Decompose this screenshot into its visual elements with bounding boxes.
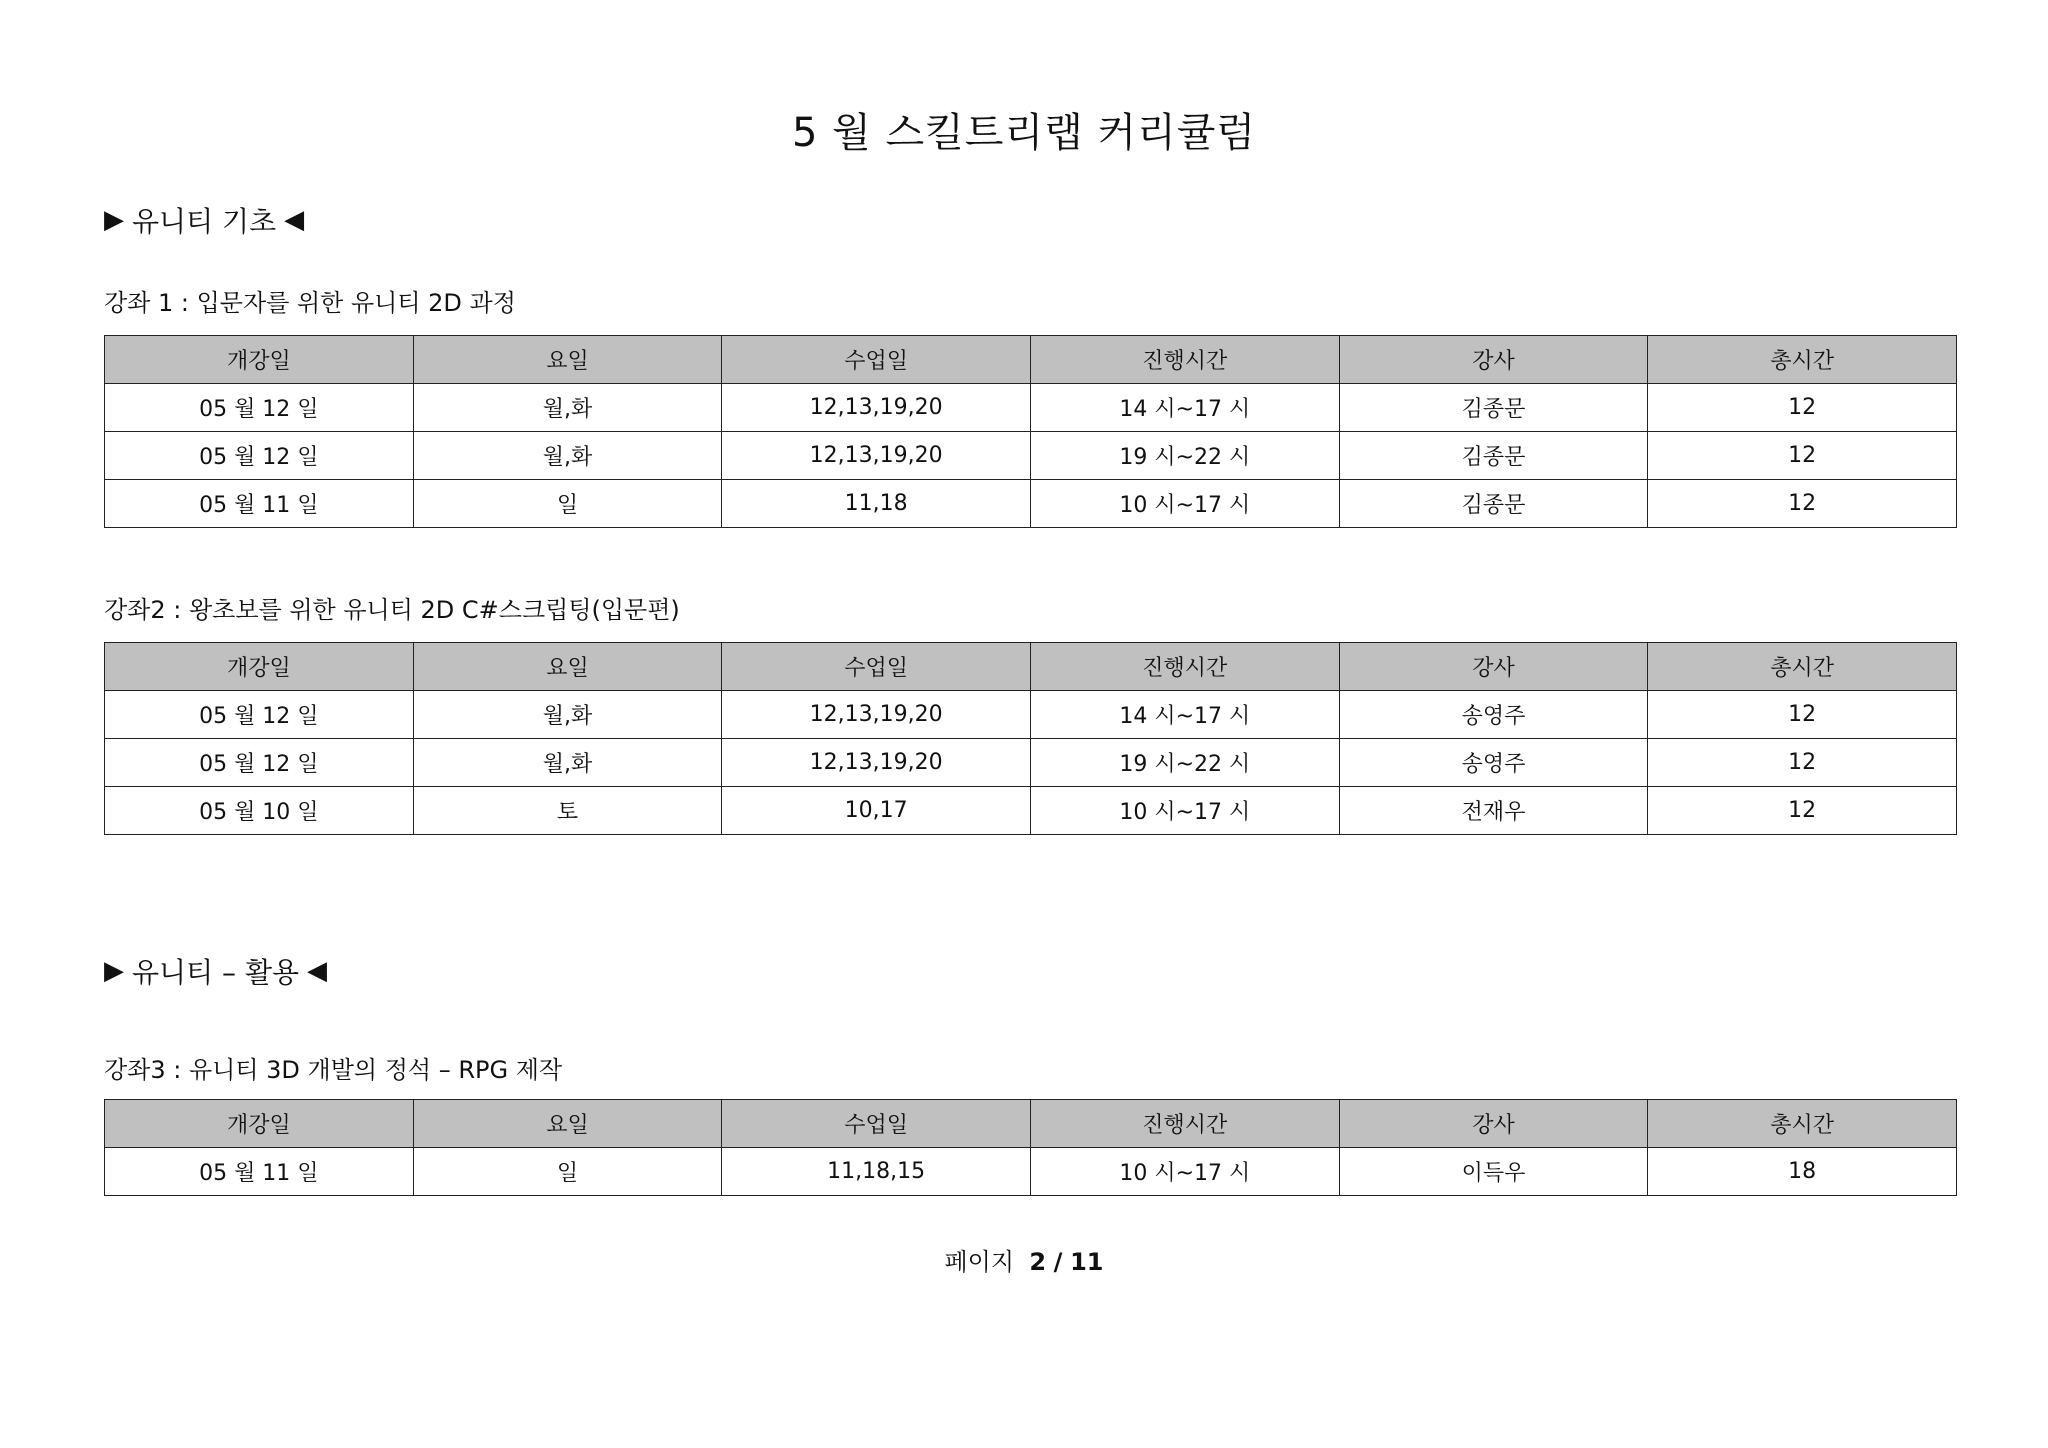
cell-weekday: 일	[413, 1148, 722, 1196]
cell-class-days: 12,13,19,20	[722, 432, 1031, 480]
table-row	[105, 384, 1957, 432]
cell-class-days: 11,18,15	[722, 1148, 1031, 1196]
table-row	[105, 1148, 1957, 1196]
cell-start-date: 05 월 12 일	[105, 691, 414, 739]
column-header-instructor: 강사	[1339, 643, 1648, 691]
column-header-time: 진행시간	[1030, 643, 1339, 691]
column-header-total-hours: 총시간	[1648, 643, 1957, 691]
cell-start-date: 05 월 11 일	[105, 480, 414, 528]
cell-class-days: 10,17	[722, 787, 1031, 835]
cell-weekday: 월,화	[413, 739, 722, 787]
page-title: 5 월 스킬트리랩 커리큘럼	[792, 110, 1256, 156]
cell-instructor: 이득우	[1339, 1148, 1648, 1196]
page-label: 페이지	[944, 1248, 1015, 1276]
cell-class-days: 12,13,19,20	[722, 384, 1031, 432]
section-heading-label: 유니티 기초	[132, 205, 277, 238]
table-row	[105, 432, 1957, 480]
left-triangle-icon: ◀	[307, 956, 328, 986]
section-heading-label: 유니티 – 활용	[132, 956, 300, 989]
cell-start-date: 05 월 12 일	[105, 739, 414, 787]
course-title-3: 강좌3 : 유니티 3D 개발의 정석 – RPG 제작	[104, 1056, 563, 1084]
course-title-1: 강좌 1 : 입문자를 위한 유니티 2D 과정	[104, 289, 516, 317]
column-header-class-days: 수업일	[722, 643, 1031, 691]
cell-instructor: 김종문	[1339, 480, 1648, 528]
course-title-2: 강좌2 : 왕초보를 위한 유니티 2D C#스크립팅(입문편)	[104, 596, 680, 624]
cell-total-hours: 18	[1648, 1148, 1957, 1196]
table-row	[105, 691, 1957, 739]
cell-time: 10 시~17 시	[1030, 1148, 1339, 1196]
cell-time: 19 시~22 시	[1030, 432, 1339, 480]
column-header-weekday: 요일	[413, 1100, 722, 1148]
column-header-start-date: 개강일	[105, 643, 414, 691]
table-row	[105, 787, 1957, 835]
cell-total-hours: 12	[1648, 691, 1957, 739]
cell-weekday: 일	[413, 480, 722, 528]
left-triangle-icon: ◀	[284, 205, 305, 235]
cell-class-days: 12,13,19,20	[722, 739, 1031, 787]
column-header-instructor: 강사	[1339, 1100, 1648, 1148]
column-header-total-hours: 총시간	[1648, 1100, 1957, 1148]
column-header-start-date: 개강일	[105, 336, 414, 384]
cell-weekday: 토	[413, 787, 722, 835]
section-heading-unity-basics	[104, 200, 304, 240]
cell-instructor: 전재우	[1339, 787, 1648, 835]
cell-class-days: 11,18	[722, 480, 1031, 528]
right-triangle-icon: ▶	[104, 205, 124, 235]
cell-start-date: 05 월 11 일	[105, 1148, 414, 1196]
total-pages: 11	[1070, 1248, 1104, 1276]
section-heading-unity-applied	[104, 951, 327, 991]
cell-class-days: 12,13,19,20	[722, 691, 1031, 739]
column-header-weekday: 요일	[413, 643, 722, 691]
cell-weekday: 월,화	[413, 384, 722, 432]
table-row	[105, 480, 1957, 528]
cell-instructor: 김종문	[1339, 432, 1648, 480]
schedule-table-course-3	[104, 1099, 1957, 1196]
table-row	[105, 739, 1957, 787]
column-header-total-hours: 총시간	[1648, 336, 1957, 384]
column-header-start-date: 개강일	[105, 1100, 414, 1148]
cell-weekday: 월,화	[413, 691, 722, 739]
schedule-table-course-1	[104, 335, 1957, 528]
cell-instructor: 송영주	[1339, 739, 1648, 787]
cell-instructor: 김종문	[1339, 384, 1648, 432]
cell-total-hours: 12	[1648, 787, 1957, 835]
current-page-number: 2	[1029, 1248, 1047, 1276]
column-header-class-days: 수업일	[722, 336, 1031, 384]
page-separator: /	[1053, 1248, 1063, 1276]
cell-start-date: 05 월 12 일	[105, 384, 414, 432]
table-header-row	[105, 336, 1957, 384]
cell-total-hours: 12	[1648, 739, 1957, 787]
table-header-row	[105, 643, 1957, 691]
cell-total-hours: 12	[1648, 480, 1957, 528]
cell-start-date: 05 월 10 일	[105, 787, 414, 835]
column-header-time: 진행시간	[1030, 336, 1339, 384]
right-triangle-icon: ▶	[104, 956, 124, 986]
cell-time: 10 시~17 시	[1030, 787, 1339, 835]
column-header-time: 진행시간	[1030, 1100, 1339, 1148]
cell-weekday: 월,화	[413, 432, 722, 480]
cell-time: 10 시~17 시	[1030, 480, 1339, 528]
cell-total-hours: 12	[1648, 432, 1957, 480]
cell-start-date: 05 월 12 일	[105, 432, 414, 480]
cell-instructor: 송영주	[1339, 691, 1648, 739]
column-header-class-days: 수업일	[722, 1100, 1031, 1148]
column-header-instructor: 강사	[1339, 336, 1648, 384]
cell-time: 14 시~17 시	[1030, 384, 1339, 432]
cell-time: 14 시~17 시	[1030, 691, 1339, 739]
table-header-row	[105, 1100, 1957, 1148]
column-header-weekday: 요일	[413, 336, 722, 384]
cell-time: 19 시~22 시	[1030, 739, 1339, 787]
schedule-table-course-2	[104, 642, 1957, 835]
page-footer	[0, 1242, 2048, 1277]
cell-total-hours: 12	[1648, 384, 1957, 432]
